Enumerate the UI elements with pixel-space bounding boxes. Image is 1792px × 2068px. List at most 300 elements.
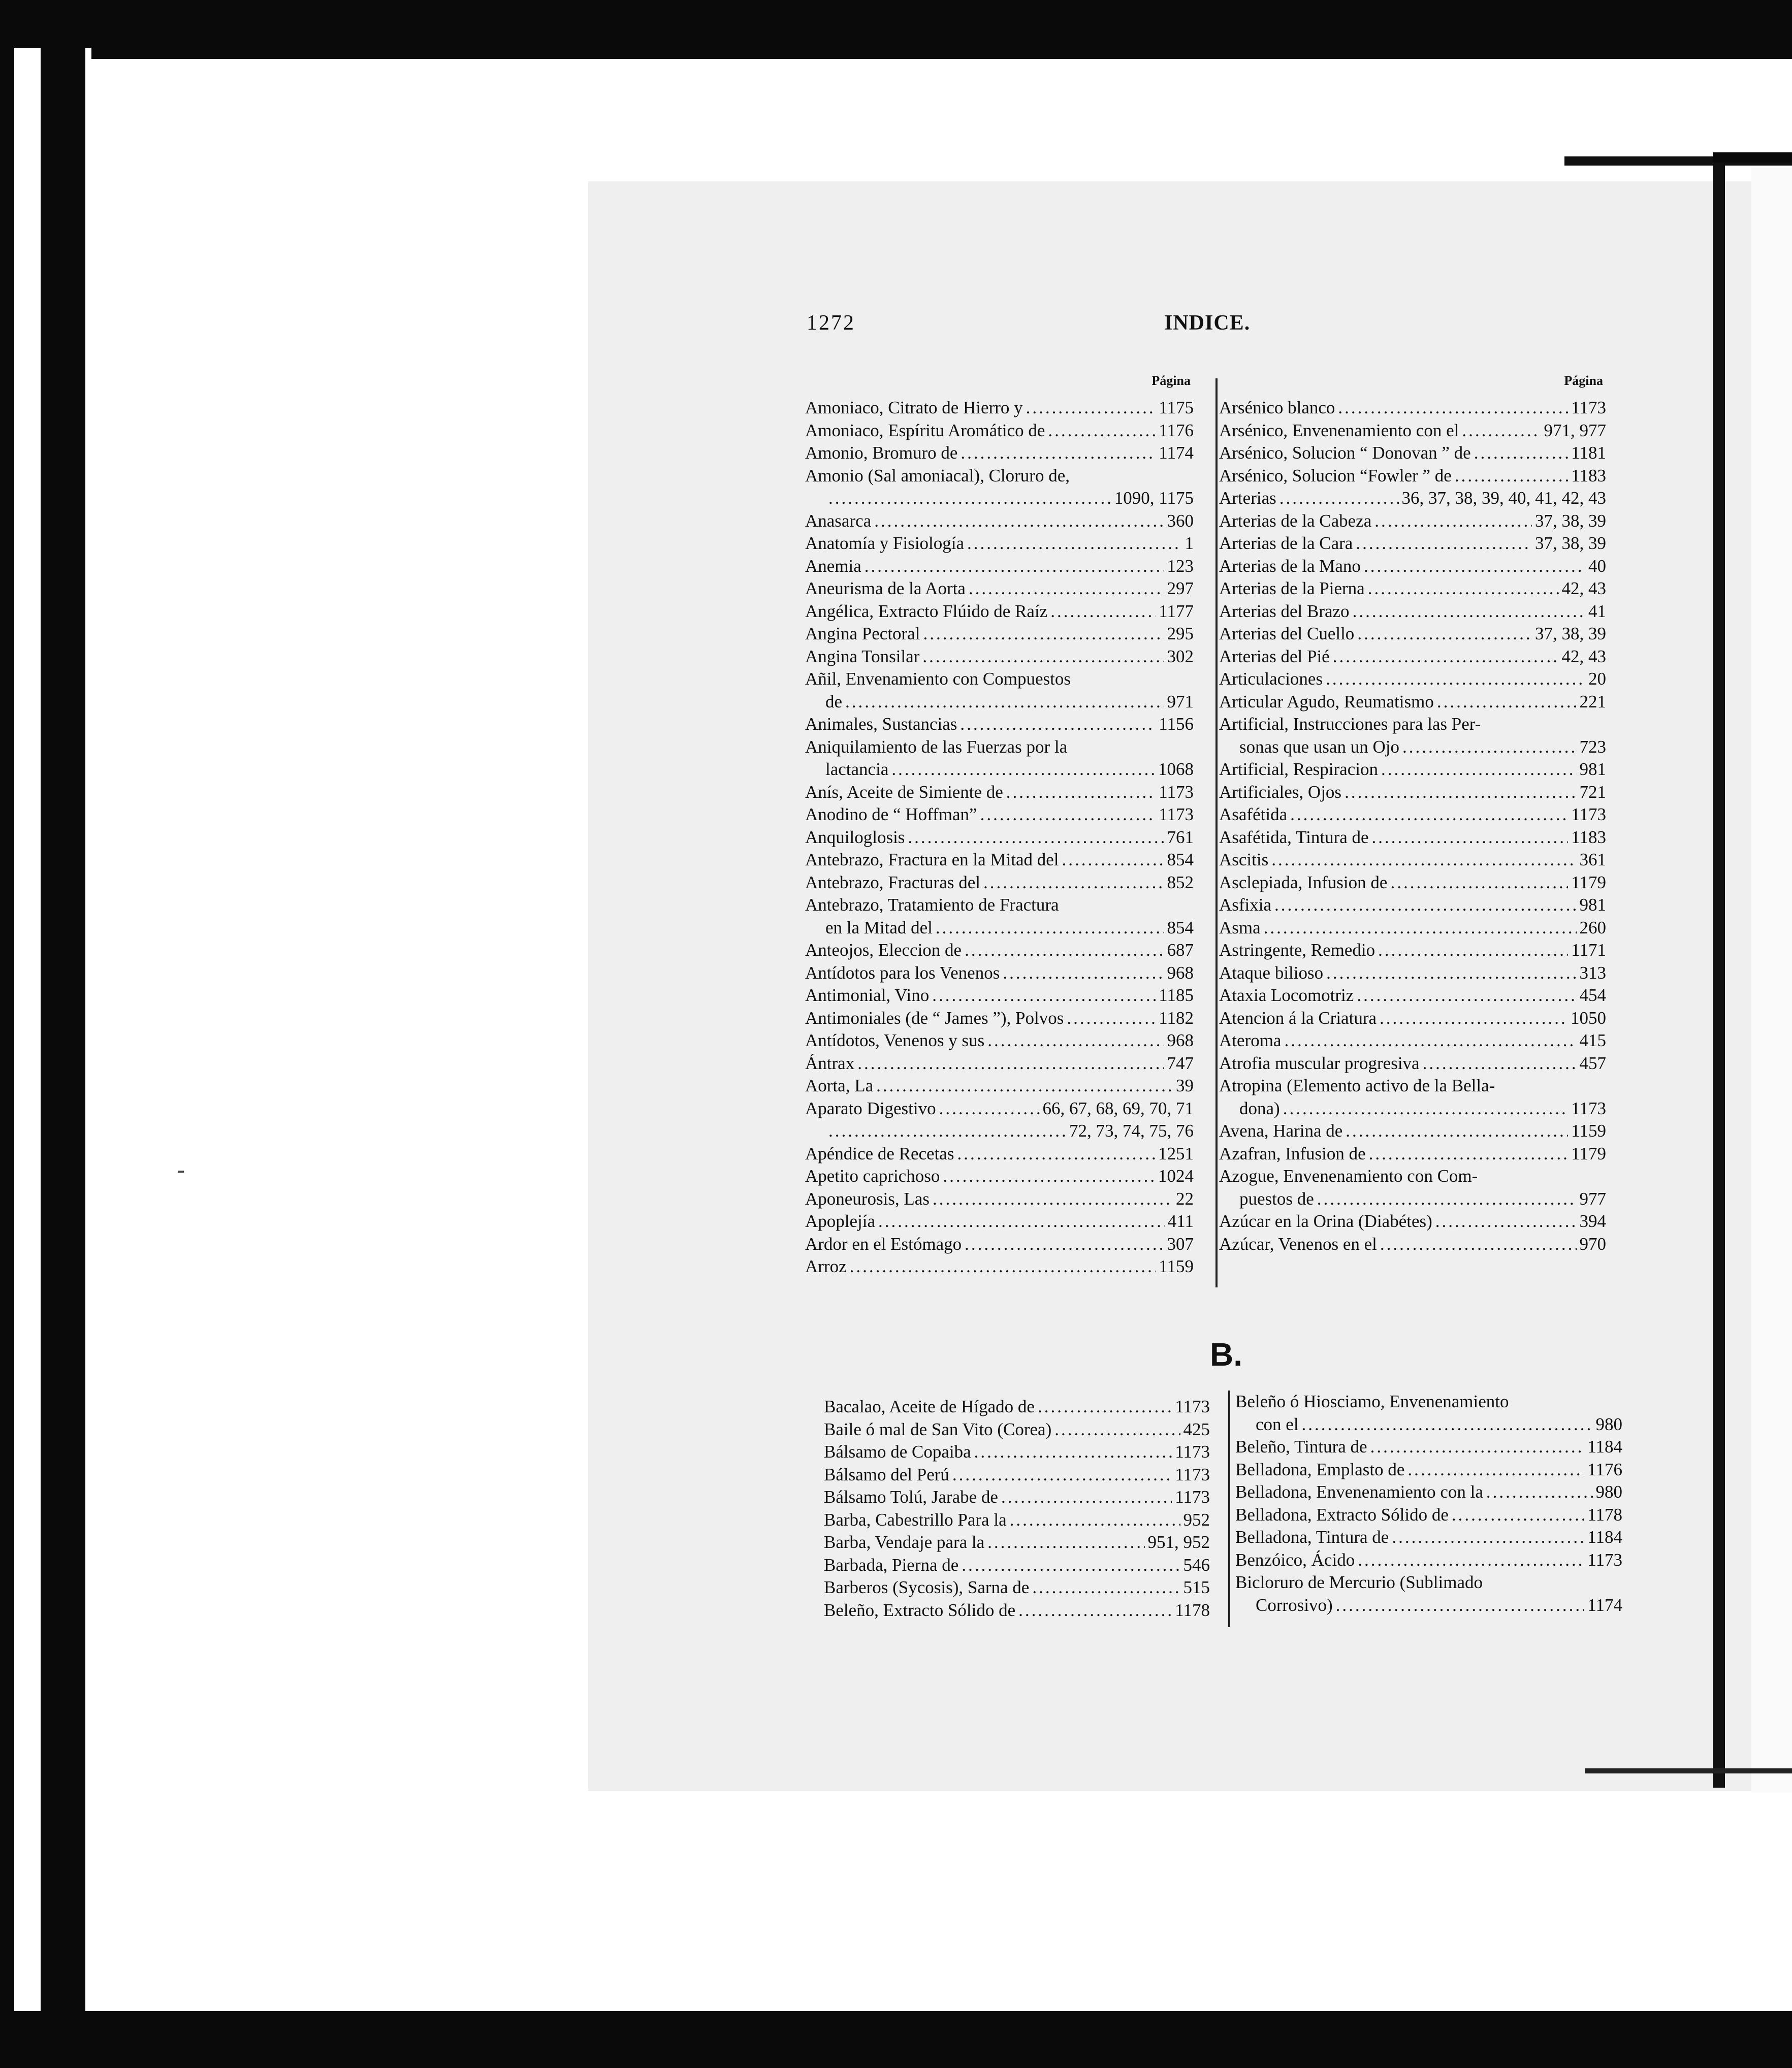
entry-page-number: 302: [1167, 646, 1194, 666]
entry-label: Arterias de la Pierna: [1219, 578, 1365, 598]
dot-leader: [1048, 419, 1156, 442]
dot-leader: [1381, 758, 1577, 781]
section-b-right-column: [1235, 1391, 1622, 1617]
entry-page-number: 1173: [1571, 398, 1606, 417]
index-entry: [805, 555, 1194, 578]
entry-label: Azogue, Envenenamiento con Com-: [1219, 1166, 1478, 1186]
dot-leader: [933, 1188, 1173, 1211]
index-entry: [805, 1165, 1194, 1188]
entry-page-number: 1024: [1158, 1166, 1194, 1186]
page-title: INDICE.: [1164, 311, 1251, 335]
entry-label: Bálsamo de Copaiba: [824, 1442, 971, 1462]
index-entry: [1219, 510, 1606, 533]
entry-page-number: 723: [1579, 736, 1606, 757]
index-entry: [805, 1143, 1194, 1166]
entry-label: Ataxia Locomotriz: [1219, 985, 1354, 1005]
entry-label: Angina Pectoral: [805, 624, 920, 643]
dot-leader: [1001, 1486, 1172, 1509]
dot-leader: [1006, 781, 1156, 804]
dot-leader: [857, 1052, 1164, 1075]
entry-label: Anteojos, Eleccion de: [805, 940, 962, 960]
index-entry: [805, 1029, 1194, 1052]
index-entry: [805, 510, 1194, 533]
dot-leader: [1423, 1052, 1577, 1075]
index-entry: [1219, 600, 1606, 623]
entry-label: Apetito caprichoso: [805, 1166, 940, 1186]
entry-label: con el: [1256, 1414, 1299, 1434]
entry-page-number: 968: [1167, 962, 1194, 983]
entry-page-number: 1179: [1571, 1143, 1606, 1164]
dot-leader: [1054, 1418, 1180, 1441]
entry-label: Atropina (Elemento activo de la Bella-: [1219, 1076, 1495, 1095]
section-a-right-column: [1219, 373, 1606, 1255]
index-entry: [1219, 871, 1606, 894]
entry-label: Baile ó mal de San Vito (Corea): [824, 1419, 1052, 1439]
entry-page-number: 1171: [1571, 940, 1606, 960]
entry-label: Apéndice de Recetas: [805, 1143, 954, 1164]
dot-leader: [1290, 803, 1568, 826]
entry-label: Avena, Harina de: [1219, 1121, 1343, 1141]
entry-label: Azúcar en la Orina (Diabétes): [1219, 1211, 1432, 1231]
index-entry: [1219, 1143, 1606, 1166]
index-entry: [1219, 1120, 1606, 1143]
dot-leader: [1326, 962, 1576, 985]
entry-label: Antebrazo, Fractura en la Mitad del: [805, 850, 1059, 869]
index-entry: [1219, 1210, 1606, 1233]
entry-label: Arterias del Cuello: [1219, 624, 1355, 643]
microfilm-frame-left: [41, 41, 85, 2068]
dot-leader: [1302, 1413, 1593, 1436]
dot-leader: [1283, 1097, 1569, 1120]
index-entry: [805, 871, 1194, 894]
entry-page-number: 1050: [1571, 1008, 1606, 1028]
entry-page-number: 515: [1183, 1577, 1210, 1597]
entry-label: Apoplejía: [805, 1211, 876, 1231]
entry-label: sonas que usan un Ojo: [1239, 736, 1399, 757]
index-entry: [1219, 397, 1606, 419]
dot-leader: [908, 826, 1164, 849]
dot-leader: [1264, 917, 1577, 940]
dot-leader: [1358, 1549, 1584, 1572]
index-entry: [1219, 736, 1606, 759]
entry-label: Ántrax: [805, 1053, 855, 1073]
entry-page-number: 1173: [1571, 804, 1606, 824]
entry-label: Atencion á la Criatura: [1219, 1008, 1377, 1028]
board-edge-right: [1713, 163, 1725, 1788]
dot-leader: [952, 1464, 1172, 1487]
index-entry: [824, 1509, 1210, 1532]
microfilm-frame-bottom: [0, 2011, 1792, 2068]
entry-label: Arterias de la Cara: [1219, 533, 1353, 553]
dot-leader: [943, 1165, 1155, 1188]
entry-page-number: 1181: [1571, 443, 1606, 463]
entry-page-number: 852: [1167, 872, 1194, 892]
dot-leader: [1279, 487, 1399, 510]
dot-leader: [965, 939, 1164, 962]
index-entry: [1219, 532, 1606, 555]
dot-leader: [1050, 600, 1156, 623]
index-entry: [805, 623, 1194, 645]
index-entry: [805, 736, 1194, 759]
entry-label: Beleño ó Hiosciamo, Envenenamiento: [1235, 1392, 1509, 1411]
index-entry: [805, 397, 1194, 419]
entry-page-number: 761: [1167, 827, 1194, 847]
entry-page-number: 415: [1579, 1030, 1606, 1050]
dot-leader: [1486, 1481, 1593, 1504]
dot-leader: [1370, 1436, 1585, 1459]
entry-label: Ardor en el Estómago: [805, 1234, 962, 1254]
entry-page-number: 1175: [1159, 398, 1194, 417]
index-entry: [1219, 691, 1606, 714]
entry-page-number: 1159: [1571, 1121, 1606, 1141]
entry-page-number: 360: [1167, 510, 1194, 531]
entry-label: Aneurisma de la Aorta: [805, 578, 966, 598]
entry-page-number: 394: [1579, 1211, 1606, 1231]
column-rule-a: [1215, 378, 1218, 1287]
entry-page-number: 221: [1579, 691, 1606, 712]
entry-page-number: 721: [1579, 782, 1606, 802]
entry-label: Barberos (Sycosis), Sarna de: [824, 1577, 1030, 1597]
microfilm-frame-left-edge: [0, 0, 14, 2068]
entry-label: Belladona, Tintura de: [1235, 1527, 1389, 1547]
index-entry: [805, 917, 1194, 940]
entry-page-number: 968: [1167, 1030, 1194, 1050]
dot-leader: [962, 1554, 1180, 1577]
dot-leader: [878, 1210, 1165, 1233]
dot-leader: [850, 1255, 1156, 1278]
dot-leader: [1455, 465, 1568, 488]
entry-page-number: 1176: [1159, 420, 1194, 440]
entry-label: Aniquilamiento de las Fuerzas por la: [805, 736, 1068, 757]
index-entry: [1219, 1052, 1606, 1075]
dot-leader: [1010, 1509, 1180, 1532]
index-list-a-left: [805, 397, 1194, 1278]
dot-leader: [1452, 1504, 1584, 1527]
dot-leader: [1474, 442, 1569, 465]
entry-page-number: 971: [1167, 691, 1194, 712]
entry-label: Aorta, La: [805, 1076, 874, 1095]
dot-leader: [932, 984, 1156, 1007]
entry-page-number: 22: [1176, 1188, 1194, 1209]
dot-leader: [1357, 984, 1576, 1007]
dot-leader: [1390, 871, 1568, 894]
entry-label: Anemia: [805, 556, 861, 576]
entry-page-number: 1183: [1571, 827, 1606, 847]
entry-page-number: 1178: [1587, 1504, 1622, 1525]
index-entry: [805, 1097, 1194, 1120]
dot-leader: [845, 691, 1164, 714]
entry-page-number: 1068: [1158, 759, 1194, 779]
entry-label: Amoniaco, Citrato de Hierro y: [805, 398, 1023, 417]
dot-leader: [1026, 397, 1156, 419]
entry-page-number: 1174: [1159, 443, 1194, 463]
entry-page-number: 1173: [1175, 1487, 1210, 1507]
dot-leader: [891, 758, 1155, 781]
entry-label: Asafétida: [1219, 804, 1288, 824]
index-entry: [1235, 1549, 1622, 1572]
entry-label: Barba, Vendaje para la: [824, 1532, 985, 1552]
index-entry: [1219, 758, 1606, 781]
dot-leader: [923, 623, 1164, 645]
index-entry: [1219, 917, 1606, 940]
dot-leader: [961, 442, 1156, 465]
entry-page-number: 1: [1185, 533, 1194, 553]
entry-page-number: 1184: [1587, 1437, 1622, 1457]
entry-label: Arsénico blanco: [1219, 398, 1335, 417]
entry-label: Anasarca: [805, 510, 872, 531]
entry-label: Antimoniales (de “ James ”), Polvos: [805, 1008, 1064, 1028]
microfilm-frame-top: [0, 0, 1792, 48]
index-entry: [805, 577, 1194, 600]
index-entry: [1219, 781, 1606, 804]
column-heading: Página: [1151, 373, 1191, 388]
index-entry: [824, 1531, 1210, 1554]
index-entry: [805, 419, 1194, 442]
dot-leader: [939, 1097, 1040, 1120]
entry-label: Amonio (Sal amoniacal), Cloruro de,: [805, 465, 1070, 486]
entry-page-number: 546: [1183, 1555, 1210, 1575]
index-entry: [1235, 1571, 1622, 1594]
dot-leader: [1338, 397, 1568, 419]
index-entry: [1219, 826, 1606, 849]
index-entry: [1219, 623, 1606, 645]
entry-label: Añil, Envenamiento con Compuestos: [805, 669, 1071, 689]
index-entry: [1219, 1188, 1606, 1211]
index-entry: [1219, 555, 1606, 578]
index-entry: [1219, 849, 1606, 871]
entry-label: Amonio, Bromuro de: [805, 443, 958, 463]
dot-leader: [1067, 1007, 1156, 1030]
dot-leader: [1284, 1029, 1576, 1052]
entry-label: Beleño, Tintura de: [1235, 1437, 1367, 1457]
microfilm-frame-top-shoulder: [91, 47, 1792, 59]
entry-page-number: 37, 38, 39: [1535, 533, 1606, 553]
entry-page-number: 1177: [1159, 601, 1194, 621]
entry-page-number: 1179: [1571, 872, 1606, 892]
index-entry: [1219, 894, 1606, 917]
dot-leader: [1462, 419, 1541, 442]
entry-page-number: 411: [1167, 1211, 1194, 1231]
entry-page-number: 952: [1183, 1509, 1210, 1530]
dot-leader: [865, 555, 1164, 578]
entry-page-number: 981: [1579, 895, 1606, 915]
dot-leader: [969, 577, 1164, 600]
index-entry: [1235, 1413, 1622, 1436]
dot-leader: [957, 1143, 1155, 1166]
index-entry: [1219, 1029, 1606, 1052]
index-entry: [1219, 668, 1606, 691]
entry-label: Aparato Digestivo: [805, 1098, 936, 1118]
index-entry: [1219, 939, 1606, 962]
index-entry: [1219, 645, 1606, 668]
board-right-column: [1751, 168, 1792, 1793]
dot-leader: [1003, 962, 1164, 985]
index-entry: [1219, 1075, 1606, 1097]
column-rule-b: [1228, 1391, 1230, 1627]
index-entry: [805, 781, 1194, 804]
entry-label: Arsénico, Solucion “ Donovan ” de: [1219, 443, 1471, 463]
entry-label: Arsénico, Solucion “Fowler ” de: [1219, 465, 1452, 486]
entry-label: Anquiloglosis: [805, 827, 905, 847]
index-entry: [1235, 1481, 1622, 1504]
index-entry: [805, 1007, 1194, 1030]
dot-leader: [1357, 623, 1532, 645]
dot-leader: [1372, 826, 1569, 849]
entry-page-number: 1156: [1159, 714, 1194, 734]
entry-label: Artificiales, Ojos: [1219, 782, 1342, 802]
entry-page-number: 72, 73, 74, 75, 76: [1069, 1121, 1194, 1141]
entry-label: Antebrazo, Tratamiento de Fractura: [805, 895, 1059, 915]
entry-page-number: 1178: [1175, 1600, 1210, 1620]
entry-page-number: 1159: [1159, 1256, 1194, 1276]
entry-label: Arterias: [1219, 488, 1276, 508]
index-entry: [805, 1210, 1194, 1233]
index-entry: [1219, 419, 1606, 442]
index-entry: [805, 600, 1194, 623]
dot-leader: [1336, 1594, 1585, 1617]
entry-page-number: 454: [1579, 985, 1606, 1005]
entry-label: Artificial, Instrucciones para las Per-: [1219, 714, 1481, 734]
entry-label: Arterias de la Mano: [1219, 556, 1361, 576]
entry-page-number: 1174: [1587, 1595, 1622, 1615]
entry-page-number: 1173: [1159, 804, 1194, 824]
entry-label: Articular Agudo, Reumatismo: [1219, 691, 1434, 712]
entry-label: Beleño, Extracto Sólido de: [824, 1600, 1016, 1620]
entry-label: Belladona, Extracto Sólido de: [1235, 1504, 1449, 1525]
entry-label: Asclepiada, Infusion de: [1219, 872, 1388, 892]
index-entry: [805, 691, 1194, 714]
dot-leader: [1038, 1396, 1172, 1418]
entry-label: Arterias del Pié: [1219, 646, 1330, 666]
entry-page-number: 297: [1167, 578, 1194, 598]
section-letter: B.: [1210, 1336, 1242, 1373]
index-entry: [1219, 713, 1606, 736]
entry-page-number: 1184: [1587, 1527, 1622, 1547]
entry-label: Aponeurosis, Las: [805, 1188, 930, 1209]
entry-page-number: 1173: [1571, 1098, 1606, 1118]
entry-label: Azúcar, Venenos en el: [1219, 1234, 1377, 1254]
column-heading: Página: [1564, 373, 1603, 388]
index-entry: [1219, 1165, 1606, 1188]
entry-page-number: 970: [1579, 1234, 1606, 1254]
index-entry: [805, 532, 1194, 555]
entry-label: Anodino de “ Hoffman”: [805, 804, 977, 824]
dot-leader: [1368, 577, 1559, 600]
entry-page-number: 37, 38, 39: [1535, 510, 1606, 531]
index-entry: [1219, 803, 1606, 826]
dot-leader: [828, 487, 1111, 510]
entry-label: Asfixia: [1219, 895, 1272, 915]
index-entry: [1219, 465, 1606, 488]
index-list-a-right: [1219, 397, 1606, 1255]
index-entry: [805, 1075, 1194, 1097]
index-list-b-right: [1235, 1391, 1622, 1617]
entry-label: Atrofia muscular progresiva: [1219, 1053, 1420, 1073]
entry-page-number: 1173: [1159, 782, 1194, 802]
dot-leader: [1407, 1459, 1584, 1481]
index-entry: [805, 984, 1194, 1007]
entry-page-number: 41: [1588, 601, 1606, 621]
entry-label: Belladona, Envenenamiento con la: [1235, 1482, 1483, 1502]
entry-label: Asafétida, Tintura de: [1219, 827, 1369, 847]
dot-leader: [983, 871, 1164, 894]
entry-page-number: 951, 952: [1147, 1532, 1210, 1552]
index-entry: [805, 465, 1194, 488]
index-entry: [805, 962, 1194, 985]
entry-page-number: 123: [1167, 556, 1194, 576]
entry-page-number: 457: [1579, 1053, 1606, 1073]
entry-page-number: 66, 67, 68, 69, 70, 71: [1042, 1098, 1194, 1118]
dot-leader: [965, 1233, 1164, 1256]
index-entry: [1219, 442, 1606, 465]
entry-page-number: 854: [1167, 917, 1194, 938]
index-entry: [805, 713, 1194, 736]
index-entry: [805, 1255, 1194, 1278]
dot-leader: [1274, 894, 1576, 917]
section-a-left-column: [805, 373, 1194, 1278]
entry-page-number: 977: [1579, 1188, 1606, 1209]
entry-label: Amoniaco, Espíritu Aromático de: [805, 420, 1045, 440]
section-b-left-column: [824, 1396, 1210, 1622]
entry-page-number: 1183: [1571, 465, 1606, 486]
dot-leader: [987, 1531, 1144, 1554]
index-entry: [805, 1052, 1194, 1075]
entry-label: Ateroma: [1219, 1030, 1282, 1050]
dot-leader: [874, 510, 1164, 533]
entry-label: puestos de: [1239, 1188, 1314, 1209]
index-entry: [1235, 1594, 1622, 1617]
entry-label: Ascitis: [1219, 850, 1269, 869]
dot-leader: [1380, 1007, 1567, 1030]
index-entry: [805, 1188, 1194, 1211]
entry-page-number: 854: [1167, 850, 1194, 869]
entry-page-number: 42, 43: [1561, 646, 1606, 666]
dot-leader: [936, 917, 1164, 940]
entry-page-number: 361: [1579, 850, 1606, 869]
dot-leader: [1346, 1120, 1568, 1143]
index-entry: [1219, 984, 1606, 1007]
entry-label: Antídotos para los Venenos: [805, 962, 1000, 983]
index-entry: [824, 1486, 1210, 1509]
entry-page-number: 1090, 1175: [1114, 488, 1194, 508]
index-entry: [824, 1599, 1210, 1622]
entry-label: Asma: [1219, 917, 1261, 938]
board-edge-bottom: [1585, 1768, 1792, 1773]
index-entry: [805, 939, 1194, 962]
dot-leader: [987, 1029, 1164, 1052]
index-entry: [805, 849, 1194, 871]
entry-page-number: 980: [1595, 1482, 1622, 1502]
dot-leader: [960, 713, 1156, 736]
index-list-b-left: [824, 1396, 1210, 1622]
entry-label: Arroz: [805, 1256, 847, 1276]
entry-label: Angina Tonsilar: [805, 646, 920, 666]
dot-leader: [967, 532, 1181, 555]
index-entry: [805, 758, 1194, 781]
index-entry: [805, 668, 1194, 691]
index-entry: [1219, 577, 1606, 600]
entry-page-number: 981: [1579, 759, 1606, 779]
entry-label: Barbada, Pierna de: [824, 1555, 959, 1575]
index-entry: [1219, 1097, 1606, 1120]
entry-label: Artificial, Respiracion: [1219, 759, 1378, 779]
entry-page-number: 1173: [1175, 1397, 1210, 1416]
entry-label: Benzóico, Ácido: [1235, 1549, 1355, 1570]
entry-page-number: 20: [1588, 669, 1606, 689]
index-entry: [1219, 487, 1606, 510]
entry-page-number: 36, 37, 38, 39, 40, 41, 42, 43: [1401, 488, 1606, 508]
index-entry: [824, 1418, 1210, 1441]
